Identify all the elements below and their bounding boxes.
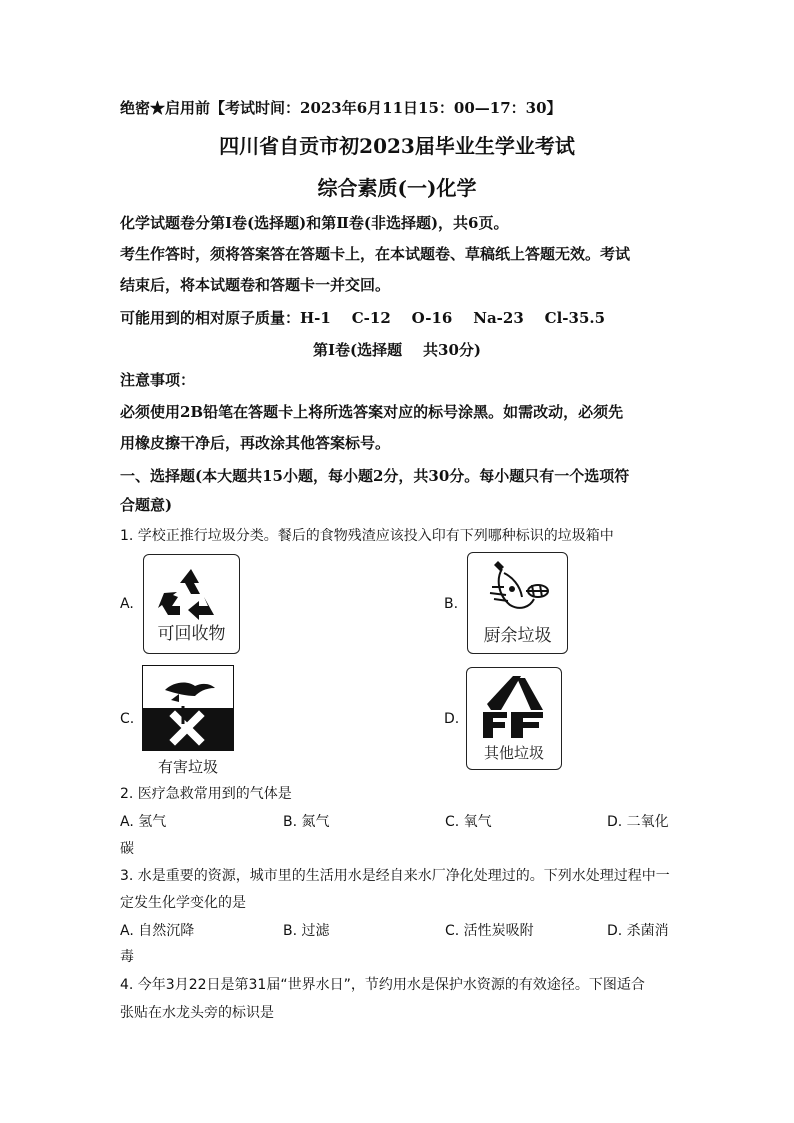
q3-stem-line-1: 3. 水是重要的资源，城市里的生活用水是经自来水厂净化处理过的。下列水处理过程中一 (120, 868, 670, 884)
q1-option-c-letter: C. (120, 711, 135, 727)
q3-stem-line-2: 定发生化学变化的是 (120, 895, 246, 911)
hazardous-waste-icon (143, 666, 233, 750)
atomic-mass-line: 可能用到的相对原子质量：H-1 C-12 O-16 Na-23 Cl-35.5 (120, 309, 606, 327)
q3-option-b: B. 过滤 (283, 923, 330, 939)
notice-line-2: 用橡皮擦干净后，再改涂其他答案标号。 (120, 434, 391, 452)
notice-line-1: 必须使用2B铅笔在答题卡上将所选答案对应的标号涂黑。如需改动，必须先 (120, 403, 624, 421)
page-title: 四川省自贡市初2023届毕业生学业考试 (219, 134, 575, 158)
part1-heading: 第I卷(选择题 共30分) (313, 341, 481, 359)
recycle-sign (143, 554, 240, 654)
other-waste-sign (466, 667, 562, 770)
q2-option-d: D. 二氧化 (607, 814, 669, 830)
kitchen-waste-icon (468, 555, 566, 621)
q4-stem-line-1: 4. 今年3月22日是第31届“世界水日”，节约用水是保护水资源的有效途径。下图适合 (120, 977, 645, 993)
notice-title: 注意事项： (120, 371, 196, 389)
q1-option-b-letter: B. (444, 596, 459, 612)
intro-line-3: 结束后，将本试题卷和答题卡一并交回。 (120, 276, 391, 294)
q1-option-a-caption: 可回收物 (157, 624, 226, 644)
q2-option-a: A. 氢气 (120, 814, 167, 830)
kitchen-waste-sign (467, 552, 568, 654)
q3-option-d: D. 杀菌消 (607, 923, 669, 939)
q2-option-b: B. 氮气 (283, 814, 330, 830)
section-heading-line-2: 合题意) (120, 496, 173, 514)
q1-option-c-caption: 有害垃圾 (157, 758, 218, 776)
q1-option-d-letter: D. (444, 711, 460, 727)
confidential-line: 绝密★启用前【考试时间：2023年6月11日15：00—17：30】 (120, 99, 562, 117)
q1-option-a-letter: A. (120, 596, 134, 612)
q2-option-d-continued: 碳 (120, 841, 134, 857)
q2-option-c: C. 氧气 (445, 814, 492, 830)
q3-option-a: A. 自然沉降 (120, 923, 195, 939)
recycle-icon (144, 561, 238, 625)
q1-stem: 1. 学校正推行垃圾分类。餐后的食物残渣应该投入印有下列哪种标识的垃圾箱中 (120, 528, 614, 544)
hazardous-waste-sign (142, 665, 234, 751)
section-heading-line-1: 一、选择题(本大题共15小题，每小题2分，共30分。每小题只有一个选项符 (120, 467, 630, 485)
q1-option-d-caption: 其他垃圾 (483, 744, 544, 762)
intro-line-1: 化学试题卷分第I卷(选择题)和第Ⅱ卷(非选择题)，共6页。 (120, 214, 509, 232)
other-waste-icon (467, 670, 559, 746)
q3-option-d-continued: 毒 (120, 949, 134, 965)
page-subtitle: 综合素质(一)化学 (317, 176, 477, 200)
q1-option-b-caption: 厨余垃圾 (483, 626, 552, 646)
q4-stem-line-2: 张贴在水龙头旁的标识是 (120, 1005, 274, 1021)
intro-line-2: 考生作答时，须将答案答在答题卡上，在本试题卷、草稿纸上答题无效。考试 (120, 245, 631, 263)
q3-option-c: C. 活性炭吸附 (445, 923, 534, 939)
q2-stem: 2. 医疗急救常用到的气体是 (120, 786, 292, 802)
